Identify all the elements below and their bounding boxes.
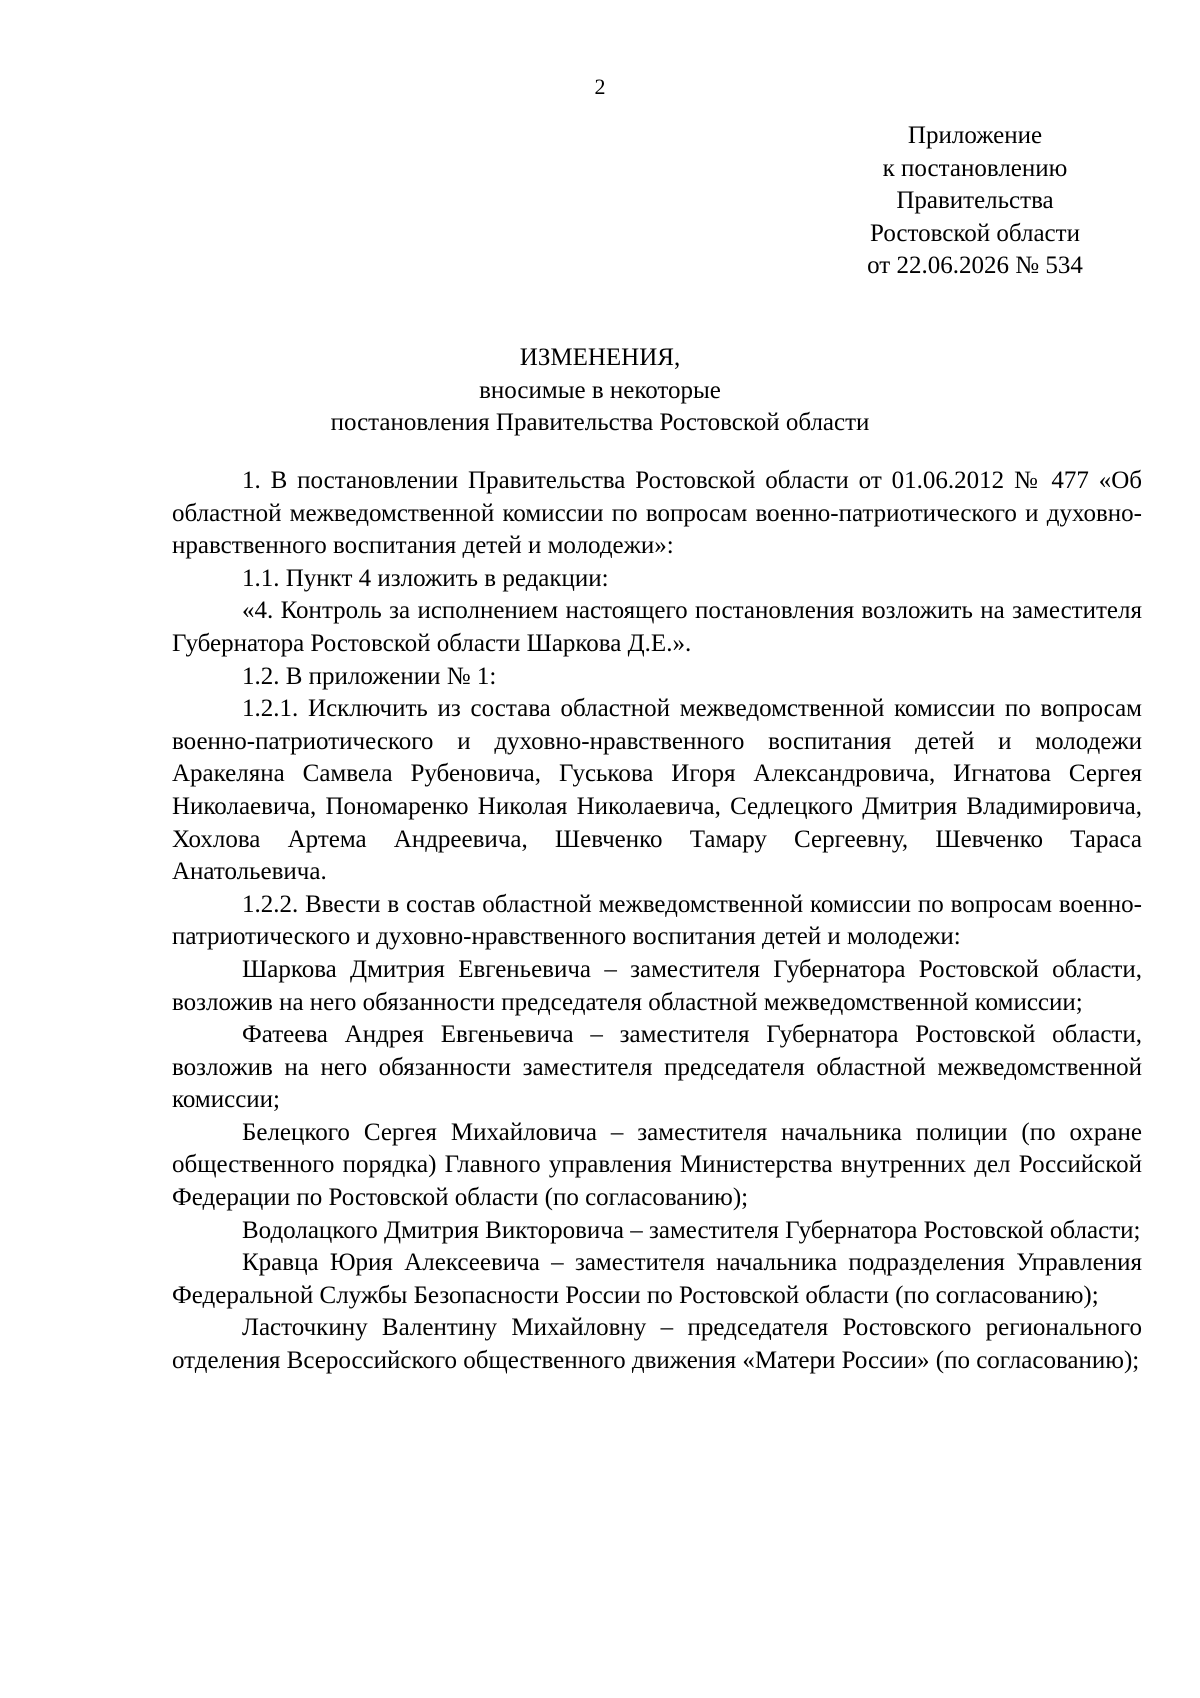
appendix-line: от 22.06.2026 № 534 (867, 252, 1083, 279)
paragraph: 1.1. Пункт 4 изложить в редакции: (242, 564, 609, 592)
paragraph: 1. В постановлении Правительства Ростовской области от 01.06.2012 № 477 «Об областной межведомственной комиссии по вопросам военно-патриотического и духовно-нравственного воспитания детей и молодежи»: (172, 467, 1142, 560)
paragraph: Фатеева Андрея Евгеньевича – заместителя Губернатора Ростовской области, возложив на него обязанности заместителя председателя областной межведомственной комиссии; (172, 1021, 1142, 1114)
paragraph: Шаркова Дмитрия Евгеньевича – заместителя Губернатора Ростовской области, возложив на него обязанности председателя областной межведомственной комиссии; (172, 955, 1142, 1016)
document-body (172, 465, 1142, 1378)
paragraph: Ласточкину Валентину Михайловну – председателя Ростовского регионального отделения Всероссийского общественного движения «Матери России» (по согласованию); (172, 1314, 1142, 1375)
title-subtitle: постановления Правительства Ростовской области (330, 409, 870, 436)
paragraph: Кравца Юрия Алексеевича – заместителя начальника подразделения Управления Федеральной Службы Безопасности России по Ростовской области (по согласованию); (172, 1249, 1142, 1309)
appendix-block (835, 120, 1115, 283)
paragraph: «4. Контроль за исполнением настоящего постановления возложить на заместителя Губернатора Ростовской области Шаркова Д.Е.». (172, 597, 1142, 657)
paragraph: 1.2.1. Исключить из состава областной межведомственной комиссии по вопросам военно-патриотического и духовно-нравственного воспитания детей и молодежи Аракеляна Самвела Рубеновича, Гуськова Игоря Александровича, Игнатова Сергея Николаевича, Пономаренко Николая Николаевича, Седлецкого Дмитрия Владимировича, Хохлова Артема Андреевича, Шевченко Тамару Сергеевну, Шевченко Тараса Анатольевича. (172, 695, 1142, 886)
title-subtitle: вносимые в некоторые (479, 376, 721, 404)
page-number: 2 (594, 74, 606, 99)
appendix-line: к постановлению (882, 154, 1068, 182)
paragraph: 1.2.2. Ввести в состав областной межведомственной комиссии по вопросам военно-патриотического и духовно-нравственного воспитания детей и молодежи: (172, 890, 1142, 951)
appendix-line: Приложение (907, 122, 1043, 149)
paragraph: 1.2. В приложении № 1: (242, 662, 497, 690)
paragraph: Белецкого Сергея Михайловича – заместителя начальника полиции (по охране общественного порядка) Главного управления Министерства внутренних дел Российской Федерации по Ростовской области (по согласованию); (172, 1118, 1142, 1212)
appendix-line: Правительства (896, 187, 1054, 214)
title-heading: ИЗМЕНЕНИЯ, (519, 344, 681, 371)
document-title (0, 342, 1200, 440)
paragraph: Водолацкого Дмитрия Викторовича – заместителя Губернатора Ростовской области; (242, 1216, 1141, 1244)
appendix-line: Ростовской области (870, 219, 1080, 247)
